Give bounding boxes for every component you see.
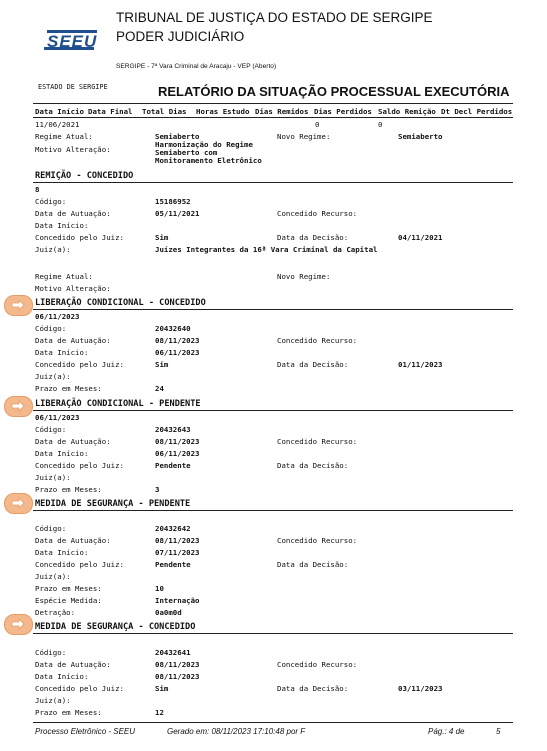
ms1-prazo: 10 bbox=[155, 584, 164, 593]
ms2-decisao-label: Data da Decisão: bbox=[277, 684, 349, 693]
summary-dias-perdidos: 0 bbox=[378, 120, 383, 129]
remicao-juiz-label: Concedido pelo Juiz: bbox=[35, 233, 124, 242]
lc1-atuacao-label: Data de Autuação: bbox=[35, 336, 111, 345]
lc1-inicio-label: Data Início: bbox=[35, 348, 89, 357]
remicao-atuacao: 05/11/2021 bbox=[155, 209, 200, 218]
lc1-juiz-value: Sim bbox=[155, 360, 169, 369]
summary-dias-remidos: 0 bbox=[315, 120, 320, 129]
lc2-codigo-label: Código: bbox=[35, 425, 67, 434]
ms1-juiz-label: Concedido pelo Juiz: bbox=[35, 560, 124, 569]
lc1-recurso-label: Concedido Recurso: bbox=[277, 336, 358, 345]
col-total-dias: Total Dias bbox=[142, 107, 187, 116]
ms2-codigo-label: Código: bbox=[35, 648, 67, 657]
lc1-inicio: 06/11/2023 bbox=[155, 348, 200, 357]
remicao-decisao: 04/11/2021 bbox=[398, 233, 443, 242]
state-label: ESTADO DE SERGIPE bbox=[38, 83, 108, 91]
ms1-atuacao: 08/11/2023 bbox=[155, 536, 200, 545]
court-unit: SERGIPE - 7ª Vara Criminal de Aracaju - VEP (Aberto) bbox=[116, 63, 277, 70]
ms1-recurso-label: Concedido Recurso: bbox=[277, 536, 358, 545]
ms1-atuacao-label: Data de Autuação: bbox=[35, 536, 111, 545]
novo-regime-value: Semiaberto bbox=[398, 132, 443, 141]
motivo-label: Motivo Alteração: bbox=[35, 145, 111, 154]
lc1-codigo: 20432640 bbox=[155, 324, 191, 333]
lc1-juiz-label: Concedido pelo Juiz: bbox=[35, 360, 124, 369]
motivo-line2: Semiaberto com bbox=[155, 148, 218, 157]
ms2-recurso-label: Concedido Recurso: bbox=[277, 660, 358, 669]
remicao-juiz-value: Sim bbox=[155, 233, 169, 242]
lc2-atuacao-label: Data de Autuação: bbox=[35, 437, 111, 446]
remicao-recurso-label: Concedido Recurso: bbox=[277, 209, 358, 218]
summary-data-inicio: 11/06/2021 bbox=[35, 120, 80, 129]
footer-page: Pág.: 4 de bbox=[428, 727, 465, 736]
regime-atual-value: Semiaberto bbox=[155, 132, 200, 141]
lc1-decisao-label: Data da Decisão: bbox=[277, 360, 349, 369]
court-title: TRIBUNAL DE JUSTIÇA DO ESTADO DE SERGIPE bbox=[116, 10, 433, 25]
col-data-inicio: Data Início bbox=[35, 107, 84, 116]
ms1-decisao-label: Data da Decisão: bbox=[277, 560, 349, 569]
section-title-ms-concedido: MEDIDA DE SEGURANÇA - CONCEDIDO bbox=[35, 622, 196, 632]
footer-page-total: 5 bbox=[496, 727, 501, 736]
col-dias-remidos: Dias Remidos bbox=[255, 107, 309, 116]
motivo-line1: Harmonização do Regime bbox=[155, 140, 253, 149]
remicao-decisao-label: Data da Decisão: bbox=[277, 233, 349, 242]
arrow-marker-icon bbox=[4, 396, 33, 417]
seeu-logo-text: SEEU bbox=[47, 32, 98, 51]
ms2-juiz-label: Concedido pelo Juiz: bbox=[35, 684, 124, 693]
footer-system: Processo Eletrônico - SEEU bbox=[35, 727, 136, 736]
remicao-juizes-label: Juiz(a): bbox=[35, 245, 71, 254]
ms1-prazo-label: Prazo em Meses: bbox=[35, 584, 102, 593]
lc1-date: 06/11/2023 bbox=[35, 312, 80, 321]
col-horas-estudo: Horas Estudo bbox=[196, 107, 250, 116]
lc2-codigo: 20432643 bbox=[155, 425, 191, 434]
lc2-date: 06/11/2023 bbox=[35, 413, 80, 422]
regime2-novo-label: Novo Regime: bbox=[277, 272, 331, 281]
ms1-juiz-value: Pendente bbox=[155, 560, 191, 569]
remicao-inicio-label: Data Início: bbox=[35, 221, 89, 230]
remicao-codigo: 15186952 bbox=[155, 197, 191, 206]
regime2-atual-label: Regime Atual: bbox=[35, 272, 93, 281]
arrow-marker-icon bbox=[4, 295, 33, 316]
col-data-final: Data Final bbox=[88, 107, 133, 116]
lc1-prazo: 24 bbox=[155, 384, 164, 393]
ms1-detracao-label: Detração: bbox=[35, 608, 76, 617]
lc2-inicio-label: Data Início: bbox=[35, 449, 89, 458]
lc2-decisao-label: Data da Decisão: bbox=[277, 461, 349, 470]
ms2-atuacao: 08/11/2023 bbox=[155, 660, 200, 669]
ms2-atuacao-label: Data de Autuação: bbox=[35, 660, 111, 669]
lc2-juiza-label: Juiz(a): bbox=[35, 473, 71, 482]
remicao-juizes: Juízes Integrantes da 16ª Vara Criminal da Capital bbox=[155, 245, 378, 254]
remicao-count: 8 bbox=[35, 185, 40, 194]
lc2-atuacao: 08/11/2023 bbox=[155, 437, 200, 446]
ms2-decisao: 03/11/2023 bbox=[398, 684, 443, 693]
lc2-juiz-value: Pendente bbox=[155, 461, 191, 470]
ms1-especie: Internação bbox=[155, 596, 200, 605]
section-title-lc-concedido: LIBERAÇÃO CONDICIONAL - CONCEDIDO bbox=[35, 298, 206, 308]
ms2-inicio-label: Data Início: bbox=[35, 672, 89, 681]
novo-regime-label: Novo Regime: bbox=[277, 132, 331, 141]
lc1-decisao: 01/11/2023 bbox=[398, 360, 443, 369]
ms2-codigo: 20432641 bbox=[155, 648, 191, 657]
ms1-detracao: 0a0m0d bbox=[155, 608, 182, 617]
col-dt-decl-perdidos: Dt Decl Perdidos bbox=[441, 107, 513, 116]
court-subtitle: PODER JUDICIÁRIO bbox=[116, 29, 245, 44]
ms2-prazo: 12 bbox=[155, 708, 164, 717]
ms1-inicio: 07/11/2023 bbox=[155, 548, 200, 557]
remicao-codigo-label: Código: bbox=[35, 197, 67, 206]
ms2-juiza-label: Juiz(a): bbox=[35, 696, 71, 705]
lc1-prazo-label: Prazo em Meses: bbox=[35, 384, 102, 393]
ms2-prazo-label: Prazo em Meses: bbox=[35, 708, 102, 717]
col-dias-perdidos: Dias Perdidos bbox=[314, 107, 372, 116]
ms1-especie-label: Espécie Medida: bbox=[35, 596, 102, 605]
ms1-inicio-label: Data Início: bbox=[35, 548, 89, 557]
lc1-codigo-label: Código: bbox=[35, 324, 67, 333]
footer-generated: Gerado em: 08/11/2023 17:10:48 por F bbox=[167, 727, 306, 736]
motivo-line3: Monitoramento Eletrônico bbox=[155, 156, 262, 165]
section-title-ms-pendente: MEDIDA DE SEGURANÇA - PENDENTE bbox=[35, 499, 191, 509]
section-title-remicao: REMIÇÃO - CONCEDIDO bbox=[35, 171, 134, 181]
lc2-juiz-label: Concedido pelo Juiz: bbox=[35, 461, 124, 470]
regime2-motivo-label: Motivo Alteração: bbox=[35, 284, 111, 293]
arrow-marker-icon bbox=[4, 614, 33, 635]
lc1-juiza-label: Juiz(a): bbox=[35, 372, 71, 381]
report-title: RELATÓRIO DA SITUAÇÃO PROCESSUAL EXECUTÓRIA bbox=[158, 84, 510, 99]
arrow-marker-icon bbox=[4, 493, 33, 514]
lc2-prazo-label: Prazo em Meses: bbox=[35, 485, 102, 494]
ms2-inicio: 08/11/2023 bbox=[155, 672, 200, 681]
col-saldo-remicao: Saldo Remição bbox=[378, 107, 436, 116]
section-title-lc-pendente: LIBERAÇÃO CONDICIONAL - PENDENTE bbox=[35, 399, 201, 409]
remicao-atuacao-label: Data de Autuação: bbox=[35, 209, 111, 218]
lc1-atuacao: 08/11/2023 bbox=[155, 336, 200, 345]
ms1-codigo: 20432642 bbox=[155, 524, 191, 533]
lc2-recurso-label: Concedido Recurso: bbox=[277, 437, 358, 446]
ms1-juiza-label: Juiz(a): bbox=[35, 572, 71, 581]
ms2-juiz-value: Sim bbox=[155, 684, 169, 693]
lc2-inicio: 06/11/2023 bbox=[155, 449, 200, 458]
regime-atual-label: Regime Atual: bbox=[35, 132, 93, 141]
lc2-prazo: 3 bbox=[155, 485, 160, 494]
ms1-codigo-label: Código: bbox=[35, 524, 67, 533]
